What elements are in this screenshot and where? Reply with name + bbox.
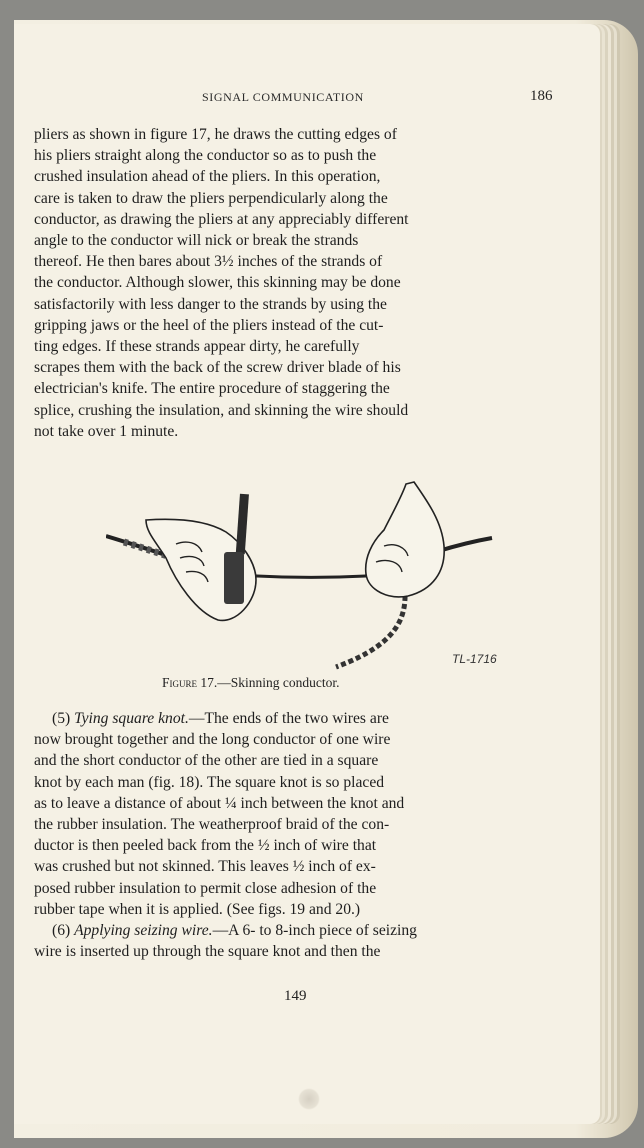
- body-line: electrician's knife. The entire procedure of staggering the: [34, 380, 390, 398]
- body-line: and the short conductor of the other are tied in a square: [34, 752, 379, 770]
- section-5-number: (5): [52, 710, 75, 727]
- section-5-heading: Tying square knot.: [74, 710, 189, 727]
- pliers-handle: [236, 494, 249, 554]
- body-line: scrapes them with the back of the screw driver blade of his: [34, 359, 401, 377]
- section-6-number: (6): [52, 922, 75, 940]
- body-line: the conductor. Although slower, this skinning may be done: [34, 274, 401, 292]
- body-line: rubber tape when it is applied. (See figs. 19 and 20.): [34, 900, 361, 918]
- body-line: angle to the conductor will nick or break the strands: [34, 232, 359, 250]
- body-line: not take over 1 minute.: [34, 422, 179, 440]
- body-line: splice, crushing the insulation, and skinning the wire should: [34, 401, 409, 419]
- book-page: [14, 24, 600, 1124]
- body-line: —The ends of the two wires are: [188, 710, 389, 727]
- caption-text: 17.—Skinning conductor.: [197, 675, 340, 690]
- body-line: crushed insulation ahead of the pliers. In this operation,: [34, 168, 381, 186]
- section-5-first-line: [34, 708, 556, 729]
- body-line: as to leave a distance of about ¼ inch between the knot and: [34, 794, 405, 812]
- running-title: SIGNAL COMMUNICATION: [202, 90, 364, 104]
- body-line: ductor is then peeled back from the ½ inch of wire that: [34, 837, 377, 855]
- skinning-illustration: [106, 462, 506, 682]
- body-line: wire is inserted up through the square knot and then the: [34, 943, 381, 961]
- figure-tag: TL-1716: [452, 652, 497, 666]
- section-6-first-line: [34, 920, 556, 941]
- body-line: thereof. He then bares about 3½ inches of the strands of: [34, 253, 383, 271]
- figure-caption: [162, 675, 340, 691]
- body-line: the rubber insulation. The weatherproof braid of the con-: [34, 816, 390, 834]
- body-line: pliers as shown in figure 17, he draws the cutting edges of: [34, 126, 397, 143]
- folio-number: 149: [284, 988, 307, 1004]
- body-line: —A 6- to 8-inch piece of seizing: [212, 922, 417, 940]
- section-5-paragraph: [34, 708, 556, 962]
- body-line: knot by each man (fig. 18). The square knot is so placed: [34, 773, 385, 791]
- body-line: his pliers straight along the conductor so as to push the: [34, 147, 377, 165]
- body-line: conductor, as drawing the pliers at any appreciably different: [34, 210, 409, 228]
- pliers-jaw: [224, 552, 244, 604]
- body-line: posed rubber insulation to permit close adhesion of the: [34, 879, 377, 897]
- page-smudge: [298, 1088, 320, 1110]
- page-number: 186: [530, 88, 553, 104]
- body-line: now brought together and the long conductor of one wire: [34, 731, 391, 749]
- body-line: gripping jaws or the heel of the pliers instead of the cut-: [34, 316, 384, 334]
- caption-label: Figure: [162, 675, 198, 690]
- body-paragraph: [34, 124, 556, 442]
- section-6-heading: Applying seizing wire.: [74, 922, 213, 940]
- right-hand: [366, 482, 444, 597]
- body-line: satisfactorily with less danger to the strands by using the: [34, 295, 387, 313]
- body-line: care is taken to draw the pliers perpendicularly along the: [34, 189, 388, 207]
- body-line: was crushed but not skinned. This leaves ½ inch of ex-: [34, 858, 376, 876]
- body-line: ting edges. If these strands appear dirty, he carefully: [34, 338, 360, 356]
